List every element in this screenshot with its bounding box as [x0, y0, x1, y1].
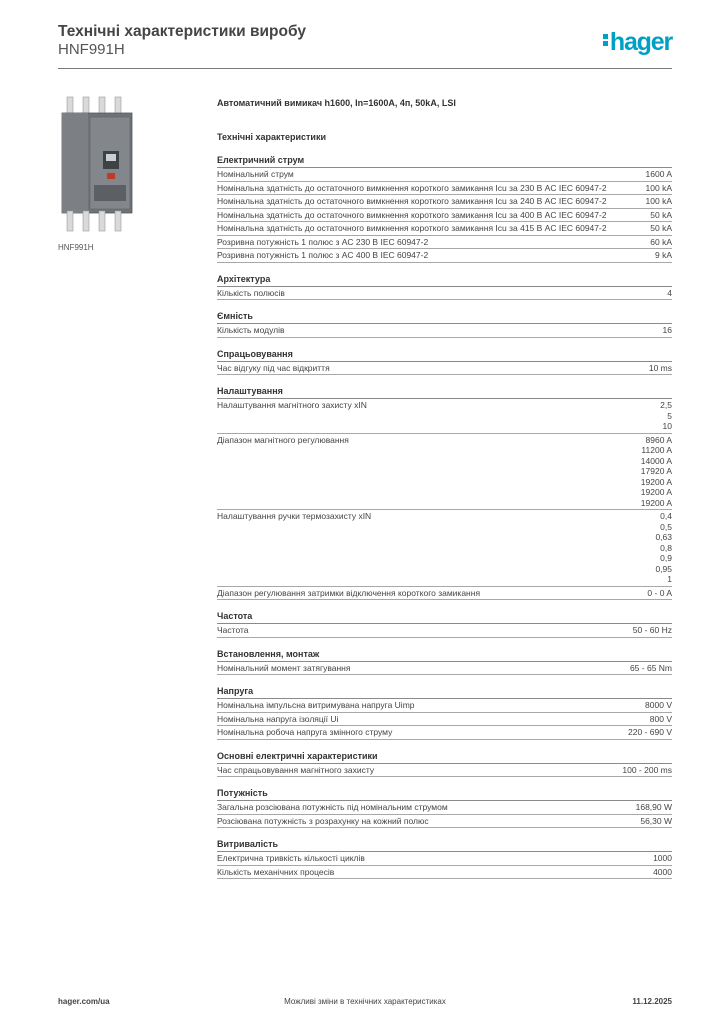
spec-label: Діапазон магнітного регулювання — [217, 434, 349, 445]
spec-value-line: 50 kA — [650, 223, 672, 233]
spec-label: Частота — [217, 625, 249, 635]
spec-value — [630, 662, 672, 675]
spec-value-line: 1600 A — [645, 169, 672, 179]
spec-value-line: 9 kA — [654, 250, 672, 260]
spec-value-line: 19200 A — [640, 487, 672, 497]
spec-label: Час спрацьовування магнітного захисту — [217, 764, 375, 775]
spec-value — [628, 726, 672, 739]
spec-value-line: 0,9 — [660, 553, 672, 563]
spec-row — [217, 209, 672, 223]
spec-value — [636, 801, 672, 814]
spec-row — [217, 624, 672, 638]
spec-value-line: 1000 — [653, 853, 672, 863]
spec-label: Кількість полюсів — [217, 287, 285, 298]
spec-value-line: 0,95 — [655, 563, 672, 574]
document-title: Технічні характеристики виробу — [58, 23, 306, 40]
spec-label: Електрична тривкість кількості циклів — [217, 853, 365, 863]
spec-value-line: 5 — [667, 410, 672, 421]
hager-logo — [603, 28, 672, 56]
header-divider — [58, 68, 672, 69]
spec-value-line: 0,5 — [660, 521, 672, 532]
spec-row — [217, 764, 672, 778]
spec-value-line: 0,4 — [660, 511, 672, 521]
product-code: HNF991H — [58, 41, 125, 58]
spec-group — [217, 385, 672, 600]
specifications — [217, 96, 672, 879]
spec-value-line: 0 - 0 A — [647, 587, 672, 598]
spec-row — [217, 236, 672, 250]
spec-value — [663, 324, 672, 337]
spec-value — [650, 713, 672, 726]
group-title: Витривалість — [217, 838, 672, 852]
group-title: Встановлення, монтаж — [217, 648, 672, 662]
spec-label: Номінальна робоча напруга змінного струму — [217, 727, 393, 737]
spec-group — [217, 273, 672, 301]
spec-value-line: 0,8 — [660, 542, 672, 553]
spec-row — [217, 801, 672, 815]
spec-groups — [217, 154, 672, 879]
spec-value-line: 11200 A — [641, 445, 672, 455]
spec-row — [217, 324, 672, 338]
spec-row — [217, 726, 672, 740]
spec-value — [633, 624, 672, 637]
footer-website: hager.com/ua — [58, 997, 110, 1006]
spec-row — [217, 866, 672, 880]
spec-row — [217, 182, 672, 196]
footer-notice: Можливі зміни в технічних характеристиках — [284, 997, 446, 1006]
spec-value-line: 4000 — [653, 866, 672, 877]
image-caption: HNF991H — [58, 243, 94, 252]
spec-value-line: 60 kA — [650, 236, 672, 247]
spec-value-line: 800 V — [649, 713, 672, 724]
spec-row — [217, 222, 672, 236]
spec-group — [217, 310, 672, 338]
spec-label: Розривна потужність 1 полюс з AC 230 В IEC 60947-2 — [217, 236, 429, 247]
spec-row — [217, 168, 672, 182]
spec-row — [217, 434, 672, 511]
spec-row — [217, 815, 672, 829]
group-title: Потужність — [217, 787, 672, 801]
spec-value — [641, 434, 672, 510]
footer-date: 11.12.2025 — [632, 997, 672, 1006]
spec-label: Діапазон регулювання затримки відключення короткого замикання — [217, 587, 481, 598]
spec-row — [217, 713, 672, 727]
spec-value — [650, 222, 672, 235]
spec-row — [217, 249, 672, 263]
group-title: Спрацьовування — [217, 348, 672, 362]
spec-label: Кількість механічних процесів — [217, 866, 335, 877]
group-title: Основні електричні характеристики — [217, 750, 672, 764]
spec-value-line: 168,90 W — [635, 802, 672, 812]
spec-value-line: 8000 V — [645, 700, 672, 710]
spec-label: Розривна потужність 1 полюс з AC 400 В IEC 60947-2 — [217, 250, 429, 260]
spec-group — [217, 648, 672, 676]
spec-value-line: 19200 A — [640, 497, 672, 508]
spec-value-line: 1 — [667, 574, 672, 584]
group-title: Архітектура — [217, 273, 672, 287]
spec-row — [217, 195, 672, 209]
spec-value — [667, 287, 672, 300]
logo-dots-icon — [603, 32, 608, 48]
spec-group — [217, 685, 672, 740]
product-name: Автоматичний вимикач h1600, In=1600A, 4п, 50kA, LSI — [217, 98, 456, 108]
spec-value-line: 100 kA — [645, 182, 672, 193]
spec-value — [646, 195, 672, 208]
group-title: Ємність — [217, 310, 672, 324]
spec-value-line: 100 - 200 ms — [622, 764, 672, 775]
spec-group — [217, 154, 672, 263]
spec-value-line: 100 kA — [645, 196, 672, 206]
spec-value-line: 16 — [662, 325, 672, 335]
spec-value-line: 0,63 — [655, 532, 672, 542]
spec-row — [217, 699, 672, 713]
spec-label: Номінальний струм — [217, 169, 294, 179]
group-title: Напруга — [217, 685, 672, 699]
logo-text: hager — [609, 28, 672, 56]
spec-value — [660, 399, 672, 433]
spec-label: Номінальна здатність до остаточного вимкнення короткого замикання Icu за 240 В AC IEC 60947-2 — [217, 196, 607, 206]
group-title: Налаштування — [217, 385, 672, 399]
spec-group — [217, 838, 672, 879]
spec-row — [217, 662, 672, 676]
spec-value-line: 56,30 W — [640, 815, 672, 826]
spec-group — [217, 348, 672, 376]
spec-value-line: 220 - 690 V — [628, 727, 672, 737]
spec-value — [650, 209, 672, 222]
spec-row — [217, 287, 672, 301]
spec-value-line: 2,5 — [660, 400, 672, 410]
spec-label: Номінальний момент затягування — [217, 662, 351, 673]
spec-value-line: 17920 A — [640, 466, 672, 476]
spec-value — [640, 815, 672, 828]
spec-label: Розсіювана потужність з розрахунку на кожний полюс — [217, 815, 429, 826]
spec-value — [653, 852, 672, 865]
spec-value — [649, 362, 672, 375]
spec-value-line: 19200 A — [640, 476, 672, 487]
spec-label: Час відгуку під час відкриття — [217, 362, 330, 373]
spec-value — [645, 699, 672, 712]
spec-label: Налаштування магнітного захисту xIN — [217, 400, 367, 410]
spec-value — [647, 587, 672, 600]
spec-label: Номінальна здатність до остаточного вимкнення короткого замикання Icu за 230 В AC IEC 60947-2 — [217, 182, 607, 193]
spec-group — [217, 787, 672, 828]
spec-group — [217, 610, 672, 638]
spec-label: Номінальна напруга ізоляції Ui — [217, 713, 339, 724]
spec-label: Номінальна здатність до остаточного вимкнення короткого замикання Icu за 400 В AC IEC 60947-2 — [217, 209, 607, 220]
spec-value-line: 50 kA — [650, 209, 672, 220]
spec-row — [217, 510, 672, 587]
spec-value — [650, 236, 672, 249]
section-title: Технічні характеристики — [217, 132, 326, 142]
page-header — [58, 22, 672, 68]
spec-label: Номінальна здатність до остаточного вимкнення короткого замикання Icu за 415 В AC IEC 60947-2 — [217, 223, 607, 233]
spec-value — [655, 510, 672, 586]
spec-value-line: 8960 A — [645, 434, 672, 445]
spec-label: Загальна розсіювана потужність під номінальним струмом — [217, 802, 448, 812]
circuit-breaker-image — [58, 95, 138, 235]
spec-label: Кількість модулів — [217, 325, 285, 335]
group-title: Електричний струм — [217, 154, 672, 168]
spec-value — [622, 764, 672, 777]
spec-row — [217, 587, 672, 601]
spec-value-line: 50 - 60 Hz — [632, 625, 672, 635]
spec-value-line: 10 ms — [648, 362, 672, 373]
spec-value-line: 10 — [662, 421, 672, 431]
spec-label: Номінальна імпульсна витримувана напруга Uimp — [217, 700, 415, 710]
spec-value — [655, 249, 672, 262]
spec-label: Налаштування ручки термозахисту xIN — [217, 511, 372, 521]
spec-row — [217, 852, 672, 866]
spec-value — [646, 182, 672, 195]
spec-value-line: 65 - 65 Nm — [629, 662, 672, 673]
spec-value — [646, 168, 672, 181]
group-title: Частота — [217, 610, 672, 624]
spec-value — [653, 866, 672, 879]
spec-group — [217, 750, 672, 778]
spec-value-line: 4 — [667, 287, 672, 298]
spec-row — [217, 362, 672, 376]
spec-row — [217, 399, 672, 434]
spec-value-line: 14000 A — [640, 455, 672, 466]
